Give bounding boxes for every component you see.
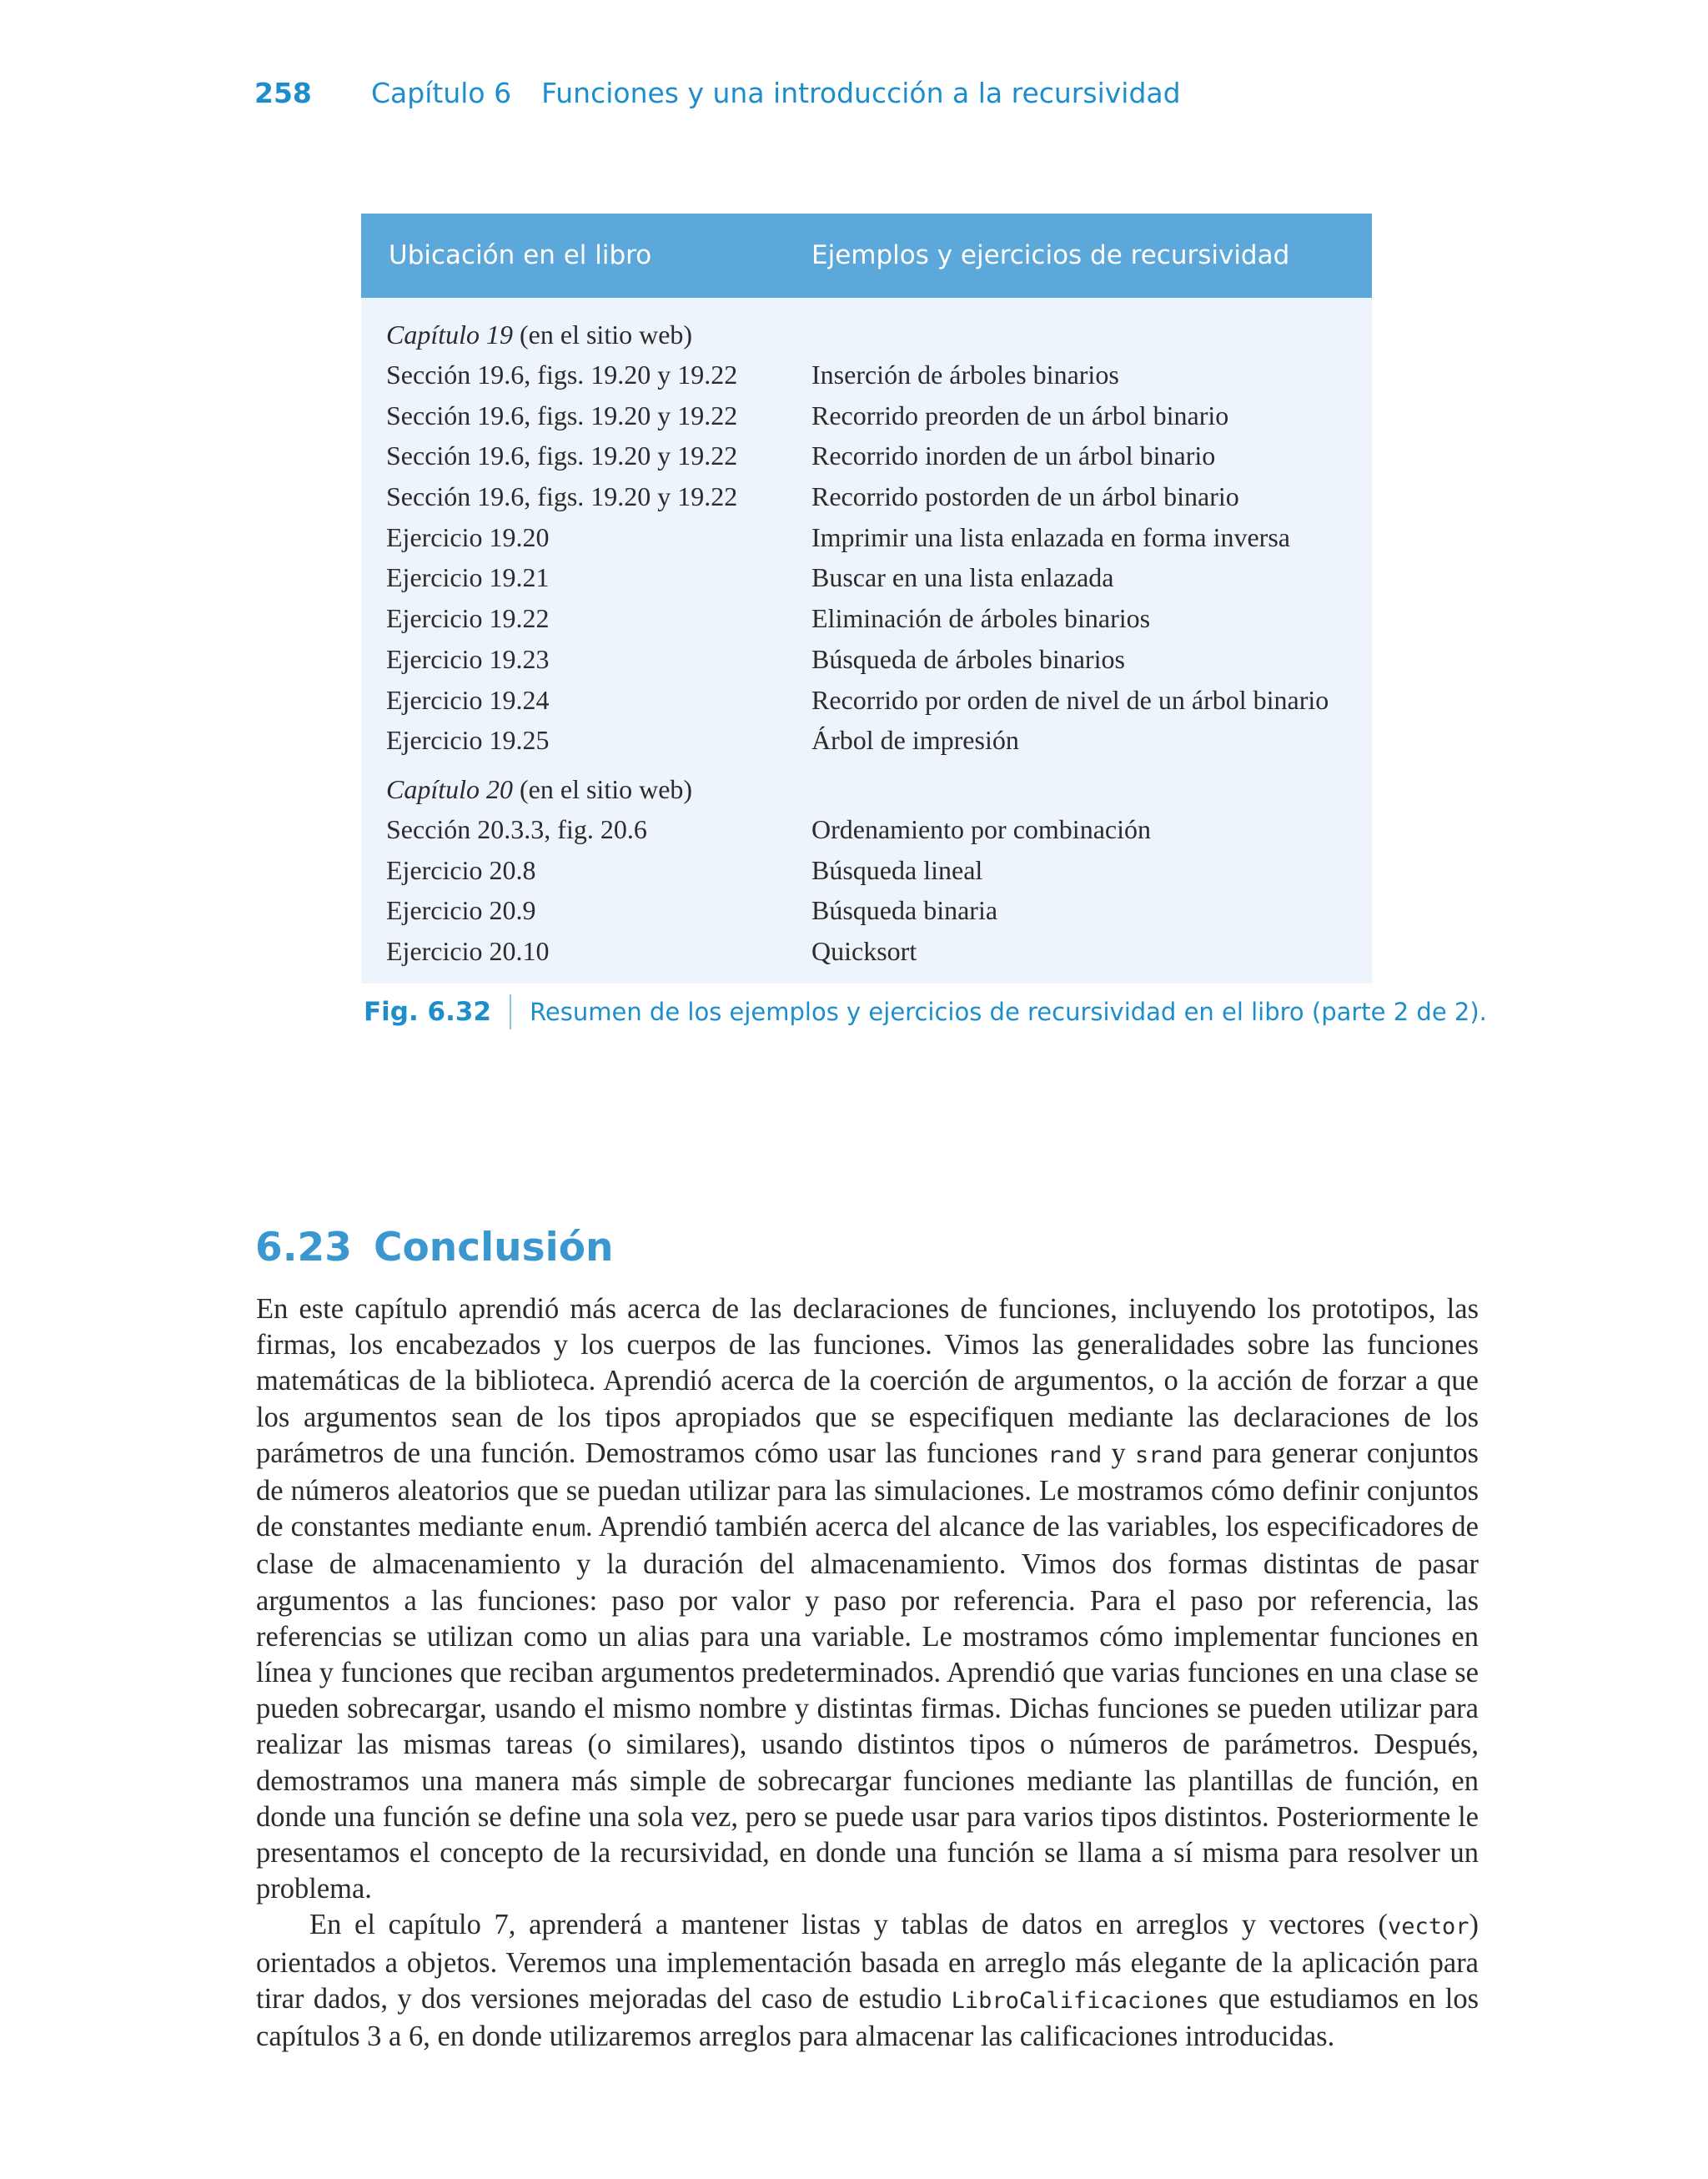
table-row xyxy=(361,476,1372,517)
table-row xyxy=(361,720,1372,761)
cell-example: Ordenamiento por combinación xyxy=(811,813,1151,844)
group-title xyxy=(361,315,1372,355)
cell-example: Quicksort xyxy=(811,935,917,966)
group-title-note: (en el sitio web) xyxy=(513,773,693,804)
conclusion-text xyxy=(256,1291,1479,2055)
cell-location: Ejercicio 20.10 xyxy=(386,935,550,966)
cell-example: Eliminación de árboles binarios xyxy=(811,603,1151,634)
cell-location: Ejercicio 19.21 xyxy=(386,562,550,593)
paragraph: En este capítulo aprendió más acerca de las declaraciones de funciones, incluyendo los prototipos, las firmas, los encabezados y los cuerpos de las funciones. Vimos las generalidades sobre las funciones matemáticas de la biblioteca. Aprendió acerca de la coerción de argumentos, o la acción de forzar a que los argumentos sean de los tipos apropiados que se especifiquen mediante las declaraciones de los parámetros de una función. Demostramos cómo usar las funciones rand y srand para generar conjuntos de números aleatorios que se puedan utilizar para las simulaciones. Le mostramos cómo definir conjuntos de constantes mediante enum. Aprendió también acerca del alcance de las variables, los especificadores de clase de almacenamiento y la duración del almacenamiento. Vimos dos formas distintas de pasar argumentos a las funciones: paso por valor y paso por referencia. Para el paso por referencia, las referencias se utilizan como un alias para una variable. Le mostramos cómo implementar funciones en línea y funciones que reciban argumentos predeterminados. Aprendió que varias funciones en una clase se pueden sobrecargar, usando el mismo nombre y distintas firmas. Dichas funciones se pueden utilizar para realizar las mismas tareas (o similares), usando distintos tipos o números de parámetros. Después, demostramos una manera más simple de sobrecargar funciones mediante las plantillas de función, en donde una función se define una sola vez, pero se puede usar para varios tipos distintos. Posteriormente le presentamos el concepto de la recursividad, en donde una función se llama a sí misma para resolver un problema. xyxy=(256,1293,1479,1905)
table-row xyxy=(361,557,1372,598)
table-row xyxy=(361,355,1372,395)
table-row xyxy=(361,850,1372,891)
recursion-summary-table xyxy=(361,214,1372,984)
group-title-note: (en el sitio web) xyxy=(513,320,693,350)
inline-code: LibroCalificaciones xyxy=(951,1987,1209,2014)
table-row xyxy=(361,395,1372,436)
caption-divider xyxy=(510,994,511,1029)
group-title xyxy=(361,769,1372,809)
cell-example: Imprimir una lista enlazada en forma inversa xyxy=(811,521,1290,552)
page-number: 258 xyxy=(254,77,312,109)
column-header-location: Ubicación en el libro xyxy=(389,240,652,270)
table-row xyxy=(361,517,1372,558)
chapter-label: Capítulo 6 xyxy=(371,77,512,109)
cell-location: Sección 20.3.3, fig. 20.6 xyxy=(386,813,647,844)
section-heading xyxy=(255,1225,613,1271)
running-header xyxy=(254,77,1181,109)
table-row xyxy=(361,890,1372,931)
group-title-chapter: Capítulo 20 xyxy=(386,773,514,804)
table-row xyxy=(361,680,1372,721)
cell-location: Ejercicio 20.8 xyxy=(386,854,536,885)
cell-example: Recorrido por orden de nivel de un árbol binario xyxy=(811,684,1329,715)
cell-example: Árbol de impresión xyxy=(811,725,1019,756)
cell-example: Buscar en una lista enlazada xyxy=(811,562,1114,593)
column-header-examples: Ejemplos y ejercicios de recursividad xyxy=(811,240,1290,270)
section-number: 6.23 xyxy=(255,1225,352,1271)
caption-text: Resumen de los ejemplos y ejercicios de recursividad en el libro (parte 2 de 2). xyxy=(530,998,1487,1026)
cell-example: Recorrido preorden de un árbol binario xyxy=(811,400,1229,430)
cell-location: Ejercicio 19.24 xyxy=(386,684,550,715)
inline-code: srand xyxy=(1134,1442,1203,1468)
cell-location: Ejercicio 19.23 xyxy=(386,643,550,674)
table-group xyxy=(361,769,1372,972)
cell-location: Ejercicio 20.9 xyxy=(386,895,536,926)
inline-code: vector xyxy=(1387,1914,1469,1940)
table-group xyxy=(361,315,1372,761)
table-row xyxy=(361,435,1372,476)
cell-location: Sección 19.6, figs. 19.20 y 19.22 xyxy=(386,440,738,471)
cell-location: Sección 19.6, figs. 19.20 y 19.22 xyxy=(386,481,738,512)
cell-example: Recorrido postorden de un árbol binario xyxy=(811,481,1239,512)
cell-example: Búsqueda binaria xyxy=(811,895,998,926)
cell-example: Búsqueda de árboles binarios xyxy=(811,643,1125,674)
cell-location: Sección 19.6, figs. 19.20 y 19.22 xyxy=(386,400,738,430)
table-header xyxy=(361,214,1372,298)
table-row xyxy=(361,931,1372,972)
cell-location: Ejercicio 19.22 xyxy=(386,603,550,634)
group-title-chapter: Capítulo 19 xyxy=(386,320,514,350)
cell-location: Ejercicio 19.25 xyxy=(386,725,550,756)
cell-example: Búsqueda lineal xyxy=(811,854,983,885)
section-title: Conclusión xyxy=(373,1225,614,1271)
cell-example: Recorrido inorden de un árbol binario xyxy=(811,440,1216,471)
cell-location: Sección 19.6, figs. 19.20 y 19.22 xyxy=(386,360,738,390)
cell-location: Ejercicio 19.20 xyxy=(386,521,550,552)
table-row xyxy=(361,809,1372,850)
cell-example: Inserción de árboles binarios xyxy=(811,360,1119,390)
inline-code: enum xyxy=(530,1516,585,1542)
chapter-title: Funciones y una introducción a la recursividad xyxy=(541,77,1181,109)
table-body xyxy=(361,298,1372,984)
table-row xyxy=(361,598,1372,639)
figure-caption xyxy=(364,994,1487,1029)
table-row xyxy=(361,639,1372,680)
figure-label: Fig. 6.32 xyxy=(364,997,492,1027)
inline-code: rand xyxy=(1047,1442,1103,1468)
paragraph: En el capítulo 7, aprenderá a mantener listas y tablas de datos en arreglos y vectores (vector) orientados a objetos. Veremos una implementación basada en arreglo más elegante de la aplicación para tirar dados, y dos versiones mejoradas del caso de estudio LibroCalificaciones que estudiamos en los capítulos 3 a 6, en donde utilizaremos arreglos para almacenar las calificaciones introducidas. xyxy=(256,1909,1479,2053)
